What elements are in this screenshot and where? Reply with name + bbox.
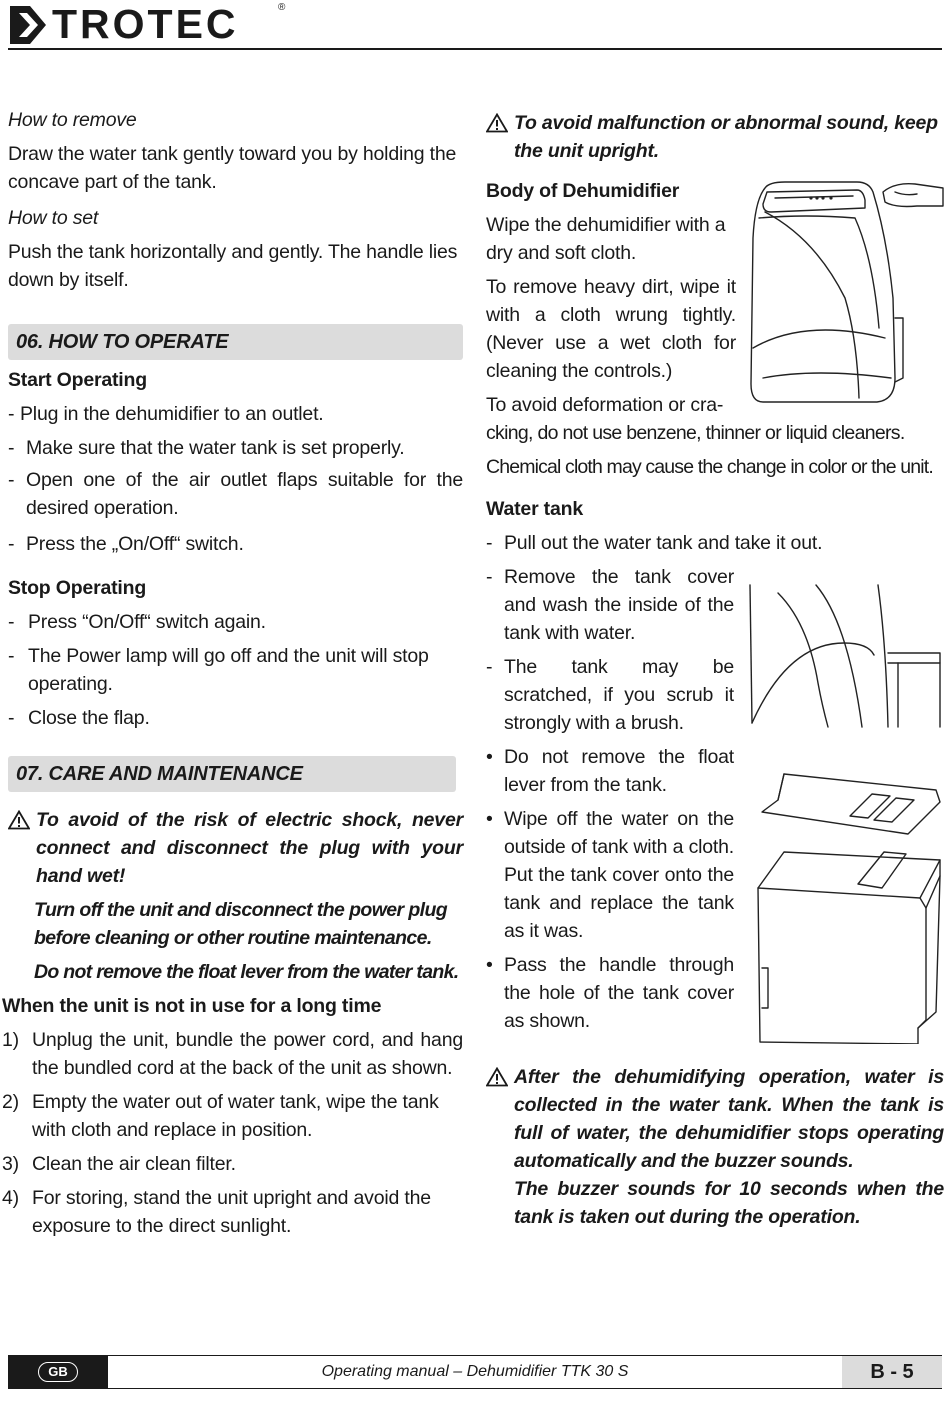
stop-heading: Stop Operating <box>8 577 147 599</box>
tank-bullet-3: • Pass the handle through the hole of the tank cover as shown. <box>486 954 734 1032</box>
warning-float-lever: Do not remove the float lever from the water tank. <box>34 961 459 983</box>
warning-tank-full: After the dehumidifying operation, water is collected in the water tank. When the tank is full of water, the dehumidifier stops operating automatically and the buzzer sounds. <box>486 1063 944 1175</box>
body-text-1: Wipe the dehumidifier with a dry and soft cloth. <box>486 214 726 264</box>
tank-bullet-1: • Do not remove the float lever from the tank. <box>486 746 734 796</box>
body-text-2: To remove heavy dirt, wipe it with a cloth wrung tightly. (Never use a wet cloth for cleaning the controls.) <box>486 276 736 382</box>
start-item-4: - Press the „On/Off“ switch. <box>8 533 244 555</box>
longtime-item-1: 1) Unplug the unit, bundle the power cord, and hang the bundled cord at the back of the unit as shown. <box>2 1029 463 1079</box>
set-heading: How to set <box>8 207 99 229</box>
body-heading: Body of Dehumidifier <box>486 180 680 202</box>
country-badge: GB <box>38 1362 78 1382</box>
warning-triangle-icon <box>8 810 30 830</box>
tank-item-3: - The tank may be scratched, if you scrub it strongly with a brush. <box>486 656 734 734</box>
start-item-1: - Plug in the dehumidifier to an outlet. <box>8 403 324 425</box>
stop-item-1: - Press “On/Off“ switch again. <box>8 611 266 633</box>
start-item-2: - Make sure that the water tank is set properly. <box>8 437 405 459</box>
tank-with-cover-illustration <box>754 848 944 1044</box>
footer-page-box <box>842 1356 942 1388</box>
set-text: Push the tank horizontally and gently. The handle lies down by itself. <box>8 241 458 291</box>
longtime-heading: When the unit is not in use for a long time <box>2 995 382 1017</box>
trotec-logo-mark-icon <box>8 4 48 46</box>
tank-bullet-2: • Wipe off the water on the outside of tank with a cloth. Put the tank cover onto the tank and replace the tank as it was. <box>486 808 734 942</box>
section-06-heading: 06. HOW TO OPERATE <box>8 324 463 360</box>
warning-upright: To avoid malfunction or abnormal sound, keep the unit upright. <box>486 109 944 165</box>
longtime-item-3: 3) Clean the air clean filter. <box>2 1153 236 1175</box>
body-text-3b: cking, do not use benzene, thinner or liquid cleaners. <box>486 422 905 444</box>
left-column <box>2 106 463 1240</box>
tank-item-2: - Remove the tank cover and wash the inside of the tank with water. <box>486 566 734 644</box>
footer-title: Operating manual – Dehumidifier TTK 30 S <box>321 1363 629 1380</box>
dehumidifier-illustration <box>745 178 945 408</box>
longtime-item-2: 2) Empty the water out of water tank, wipe the tank with cloth and replace in position. <box>2 1091 439 1141</box>
water-tank-illustration <box>748 583 944 728</box>
brand-logo <box>8 2 288 46</box>
section-07-heading: 07. CARE AND MAINTENANCE <box>8 756 456 792</box>
tank-cover-illustration <box>758 770 944 840</box>
brand-name: TROTEC <box>52 1 239 47</box>
warning-buzzer: The buzzer sounds for 10 seconds when the tank is taken out during the operation. <box>514 1178 944 1228</box>
stop-item-3: - Close the flap. <box>8 707 150 729</box>
remove-text: Draw the water tank gently toward you by holding the concave part of the tank. <box>8 143 457 193</box>
warning-turn-off: Turn off the unit and disconnect the power plug before cleaning or other routine maintenance. <box>34 899 448 949</box>
warning-triangle-icon <box>486 113 508 133</box>
warning-triangle-icon <box>486 1067 508 1087</box>
warning-electric-shock: To avoid of the risk of electric shock, never connect and disconnect the plug with your hand wet! <box>8 806 463 890</box>
footer <box>8 1355 942 1389</box>
body-text-4: Chemical cloth may cause the change in color or the unit. <box>486 456 933 478</box>
body-text-3a: To avoid deformation or cra- <box>486 394 724 416</box>
stop-item-2: - The Power lamp will go off and the unit will stop operating. <box>8 645 429 695</box>
registered-mark: ® <box>278 2 286 13</box>
start-item-3: - Open one of the air outlet flaps suitable for the desired operation. <box>8 469 463 519</box>
footer-country-box <box>8 1356 108 1388</box>
start-heading: Start Operating <box>8 369 147 391</box>
tank-item-1: - Pull out the water tank and take it out. <box>486 532 823 554</box>
remove-heading: How to remove <box>8 109 137 131</box>
header-rule <box>8 48 942 50</box>
page-number: B - 5 <box>870 1361 914 1383</box>
tank-heading: Water tank <box>486 498 583 520</box>
longtime-item-4: 4) For storing, stand the unit upright and avoid the exposure to the direct sunlight. <box>2 1187 431 1237</box>
